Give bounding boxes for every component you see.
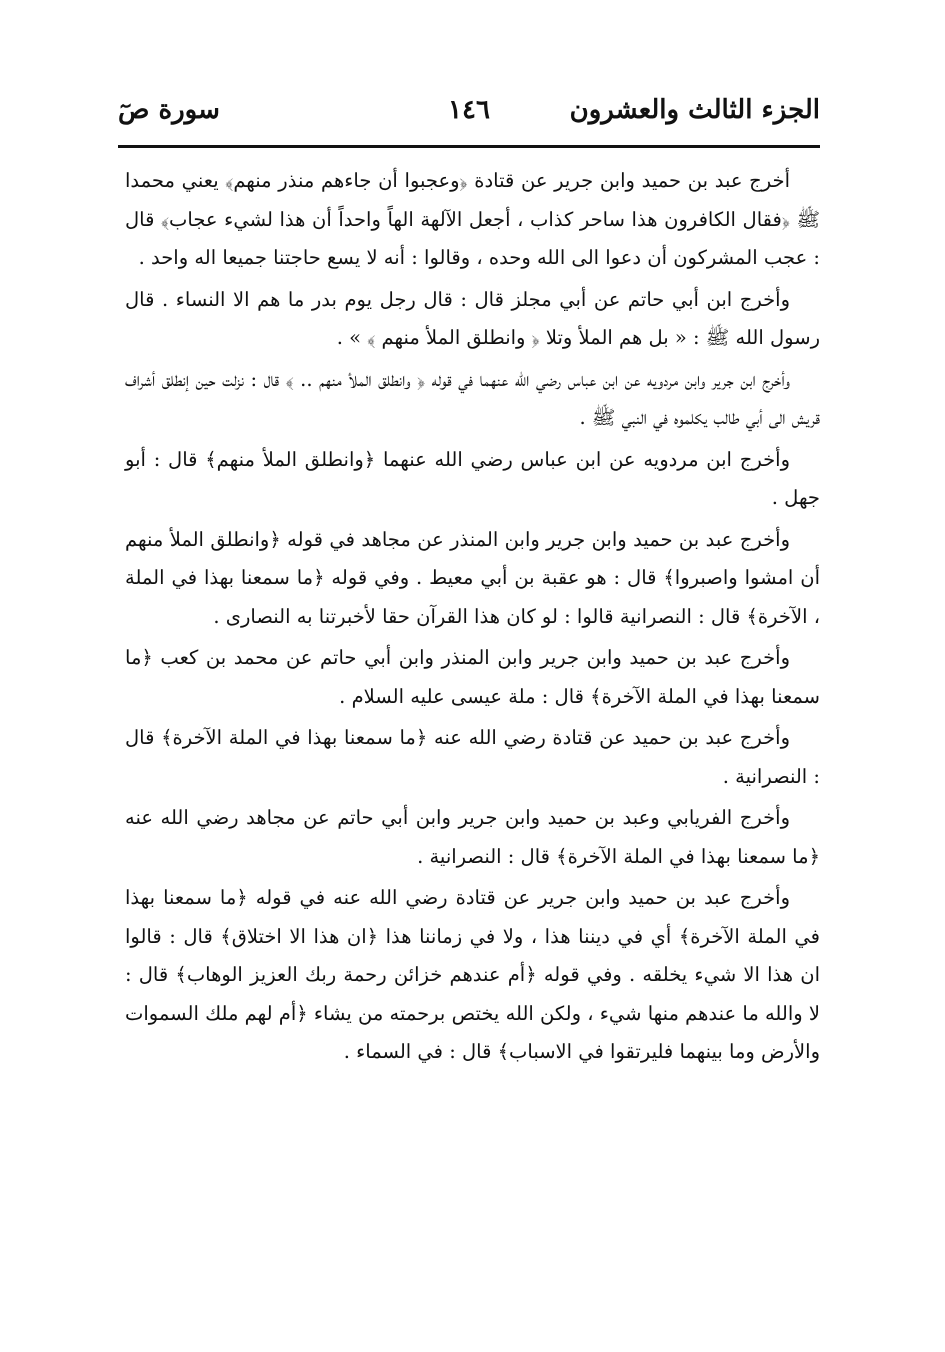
paragraph-2: وأخرج ابن أبي حاتم عن أبي مجلز قال : قال رجل يوم بدر ما هم الا النساء . قال رسول الله ﷺ : « بل هم الملأ وتلا ﴿ وانطلق الملأ منهم ﴾ » . <box>125 287 820 349</box>
paragraph-8: وأخرج الفريابي وعبد بن حميد وابن جرير وابن أبي حاتم عن مجاهد رضي الله عنه ﴿ما سمعنا بهذا في الملة الآخرة﴾ قال : النصرانية . <box>125 806 820 868</box>
paragraph-9: وأخرج عبد بن حميد وابن جرير عن قتادة رضي الله عنه في قوله ﴿ما سمعنا بهذا في الملة الآخرة﴾ أي في ديننا هذا ، ولا في زماننا هذا ﴿ان هذا الا اختلاق﴾ قال : قالوا ان هذا الا شيء يخلقه . وفي قوله ﴿أم عندهم خزائن رحمة ربك العزيز الوهاب﴾ قال : لا والله ما عندهم منها شيء ، ولكن الله يختص برحمته من يشاء ﴿أم لهم ملك السموات والأرض وما بينهما فليرتقوا في الاسباب﴾ قال : في السماء . <box>125 886 820 1063</box>
page-body <box>125 162 820 1072</box>
part-title: الجزء الثالث والعشرون <box>569 95 820 125</box>
paragraph-5: وأخرج عبد بن حميد وابن جرير وابن المنذر عن مجاهد في قوله ﴿وانطلق الملأ منهم أن امشوا واصبروا﴾ قال : هو عقبة بن أبي معيط . وفي قوله ﴿ما سمعنا بهذا في الملة ، الآخرة﴾ قال : النصرانية قالوا : لو كان هذا القرآن حقا لأخبرتنا به النصارى . <box>125 527 820 628</box>
page-header <box>118 88 820 136</box>
header-divider <box>118 145 820 148</box>
paragraph-6: وأخرج عبد بن حميد وابن جرير وابن المنذر وابن أبي حاتم عن محمد بن كعب ﴿ما سمعنا بهذا في الملة الآخرة﴾ قال : ملة عيسى عليه السلام . <box>125 646 820 708</box>
surah-title: سورة صٓ <box>118 95 220 125</box>
paragraph-3: وأخرج ابن جرير وابن مردويه عن ابن عباس رضي الله عنهما في قوله ﴿ وانطلق الملأ منهم .. ﴾ قال : نزلت حين إنطلق أشراف قريش الى أبي طالب يكلموه في النبي ﷺ . <box>125 367 820 429</box>
paragraph-4: وأخرج ابن مردويه عن ابن عباس رضي الله عنهما ﴿وانطلق الملأ منهم﴾ قال : أبو جهل . <box>125 447 820 509</box>
paragraph-7: وأخرج عبد بن حميد عن قتادة رضي الله عنه ﴿ما سمعنا بهذا في الملة الآخرة﴾ قال : النصرانية . <box>125 726 820 788</box>
paragraph-1: أخرج عبد بن حميد وابن جرير عن قتادة ﴿وعجبوا أن جاءهم منذر منهم﴾ يعني محمدا ﷺ ﴿فقال الكافرون هذا ساحر كذاب ، أجعل الآلهة الهاً واحداً أن هذا لشيء عجاب﴾ قال : عجب المشركون أن دعوا الى الله وحده ، وقالوا : أنه لا يسع حاجتنا جميعا اله واحد . <box>125 169 820 269</box>
page-number: ١٤٦ <box>448 95 490 125</box>
